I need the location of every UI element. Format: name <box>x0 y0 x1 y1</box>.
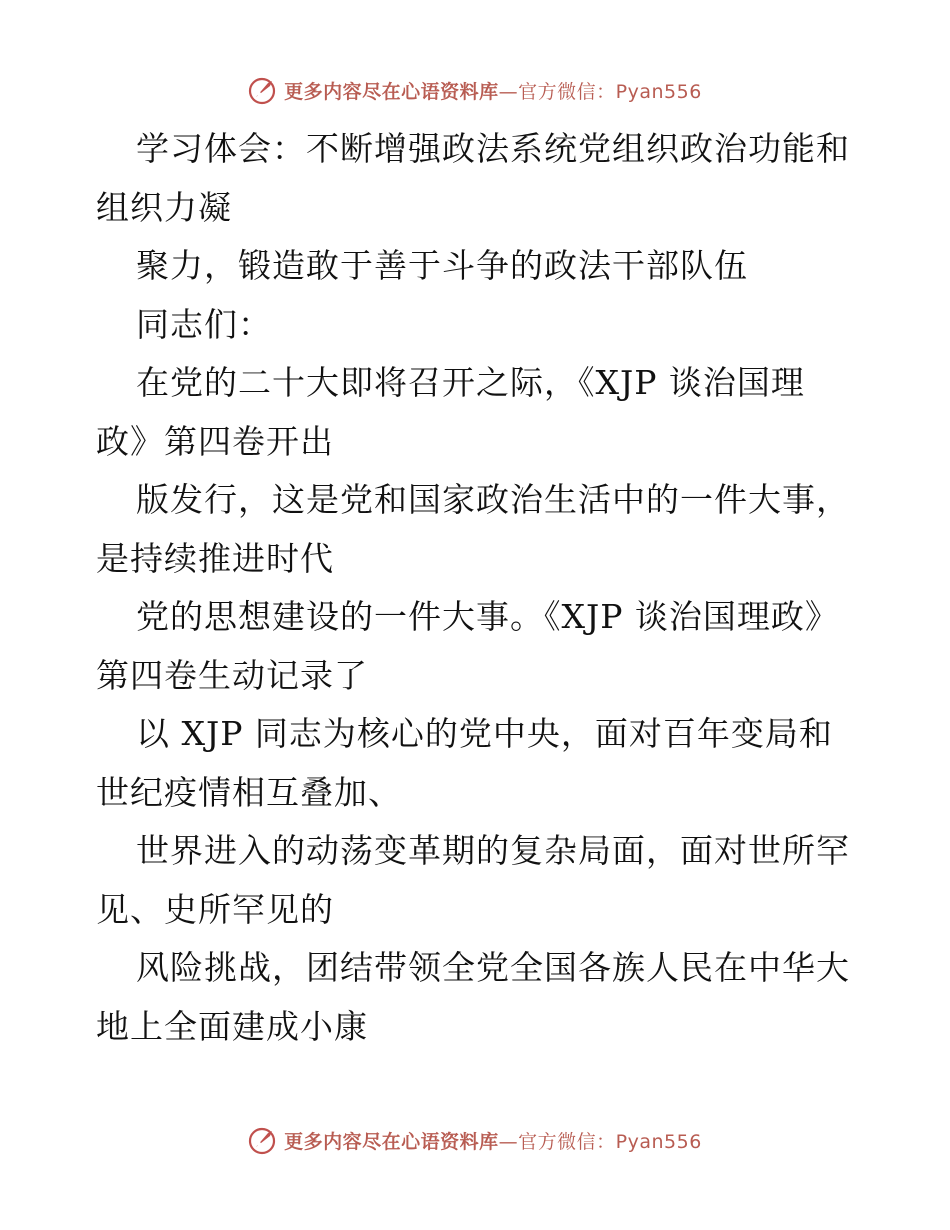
text-line: 见、史所罕见的 <box>96 889 334 929</box>
text-line: 党的思想建设的一件大事。《XJP 谈治国理政》 <box>136 597 839 636</box>
banner-dash: — <box>498 80 519 103</box>
text-line: 第四卷生动记录了 <box>96 655 368 695</box>
banner-site-text: 更多内容尽在心语资料库 <box>284 80 499 103</box>
text-line: 同志们： <box>136 304 272 344</box>
text-line: 学习体会：不断增强政法系统党组织政治功能和 <box>136 129 850 168</box>
text-line: 以 XJP 同志为核心的党中央，面对百年变局和 <box>136 714 833 753</box>
text-line: 世纪疫情相互叠加、 <box>96 772 402 812</box>
text-line: 政》第四卷开出 <box>96 421 334 461</box>
text-line: 在党的二十大即将召开之际，《XJP 谈治国理 <box>136 363 805 402</box>
banner-site-text: 更多内容尽在心语资料库 <box>284 1130 499 1153</box>
banner-wechat-text: 官方微信：Pyan556 <box>518 1130 702 1153</box>
text-line: 组织力凝 <box>96 187 232 227</box>
footer-banner <box>0 1120 950 1160</box>
text-line: 风险挑战，团结带领全党全国各族人民在中华大 <box>136 948 850 987</box>
text-line: 世界进入的动荡变革期的复杂局面，面对世所罕 <box>136 831 850 870</box>
text-line: 聚力，锻造敢于善于斗争的政法干部队伍 <box>136 246 748 285</box>
banner-dash: — <box>498 1130 519 1153</box>
text-line: 版发行，这是党和国家政治生活中的一件大事， <box>136 480 850 519</box>
header-banner <box>0 70 950 110</box>
text-line: 是持续推进时代 <box>96 538 334 578</box>
banner-wechat-text: 官方微信：Pyan556 <box>518 80 702 103</box>
text-line: 地上全面建成小康 <box>96 1006 368 1046</box>
document-body <box>96 120 856 1056</box>
pen-nib-logo-icon <box>248 75 278 105</box>
pen-nib-logo-icon <box>248 1125 278 1155</box>
